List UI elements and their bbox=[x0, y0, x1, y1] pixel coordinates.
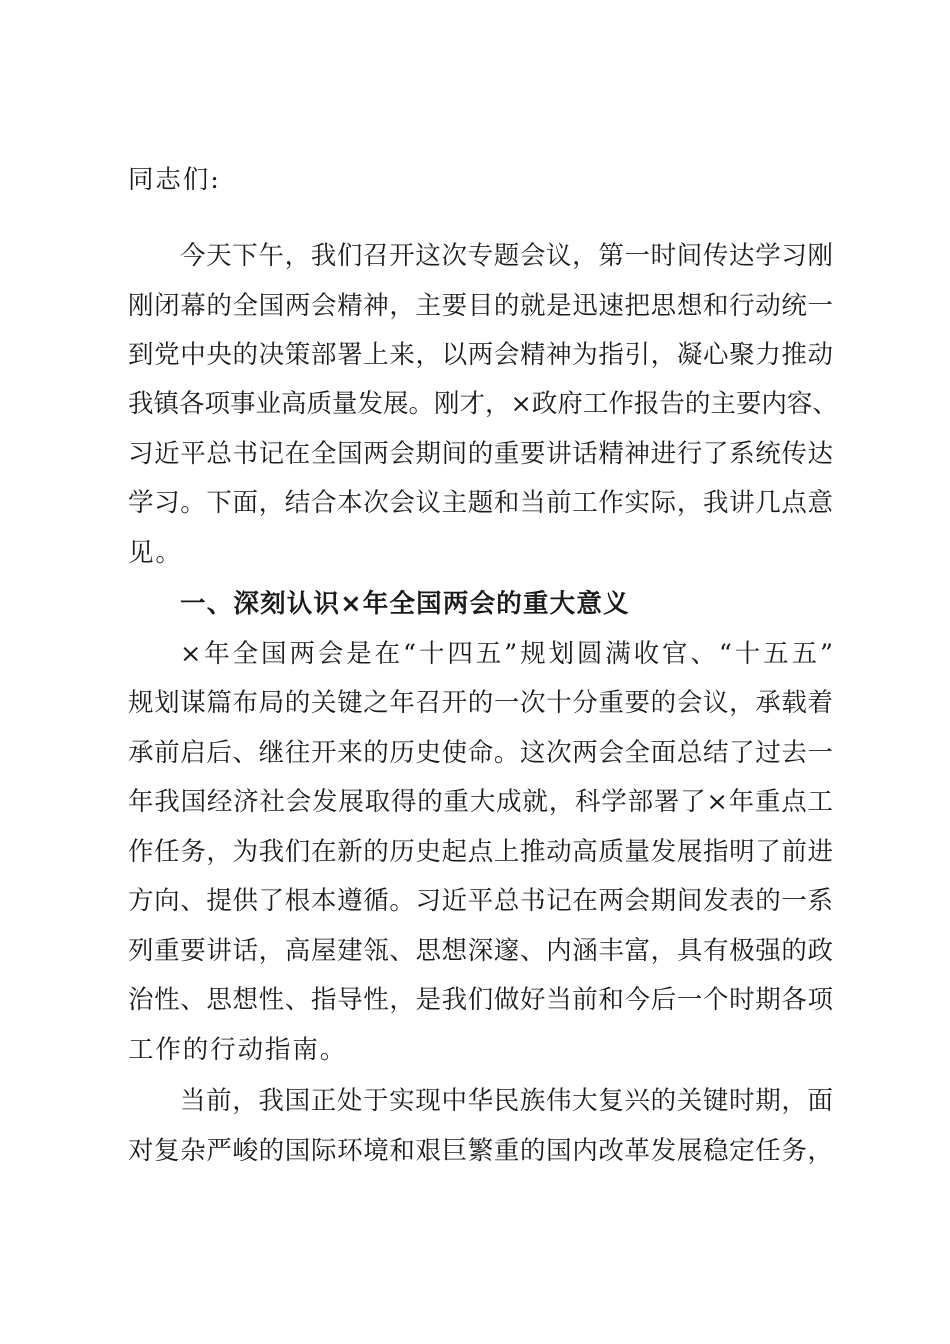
paragraph-line: 列重要讲话，高屋建瓴、思想深邃、内涵丰富，具有极强的政 bbox=[128, 936, 833, 966]
paragraph-line: 见。 bbox=[128, 538, 183, 568]
paragraph-line: 治性、思想性、指导性，是我们做好当前和今后一个时期各项 bbox=[128, 985, 833, 1015]
paragraph-line: 习近平总书记在全国两会期间的重要讲话精神进行了系统传达 bbox=[128, 439, 833, 469]
paragraph-line: 方向、提供了根本遵循。习近平总书记在两会期间发表的一系 bbox=[128, 886, 833, 916]
paragraph-line: 对复杂严峻的国际环境和艰巨繁重的国内改革发展稳定任务， bbox=[128, 1136, 833, 1166]
paragraph-line: 刚闭幕的全国两会精神，主要目的就是迅速把思想和行动统一 bbox=[128, 291, 833, 321]
salutation: 同志们: bbox=[128, 165, 221, 195]
paragraph-line: 到党中央的决策部署上来，以两会精神为指引，凝心聚力推动 bbox=[128, 340, 833, 370]
paragraph-line: 年我国经济社会发展取得的重大成就，科学部署了×年重点工 bbox=[128, 787, 833, 817]
paragraph-line: 规划谋篇布局的关键之年召开的一次十分重要的会议，承载着 bbox=[128, 688, 833, 718]
paragraph-line: 今天下午，我们召开这次专题会议，第一时间传达学习刚 bbox=[180, 241, 833, 271]
paragraph-line: 作任务，为我们在新的历史起点上推动高质量发展指明了前进 bbox=[128, 837, 833, 867]
paragraph-line: 承前启后、继往开来的历史使命。这次两会全面总结了过去一 bbox=[128, 738, 833, 768]
paragraph-line: 我镇各项事业高质量发展。刚才，×政府工作报告的主要内容、 bbox=[128, 389, 838, 419]
paragraph-line: 工作的行动指南。 bbox=[128, 1035, 348, 1065]
paragraph-line: 当前，我国正处于实现中华民族伟大复兴的关键时期，面 bbox=[180, 1086, 833, 1116]
paragraph-line: 学习。下面，结合本次会议主题和当前工作实际，我讲几点意 bbox=[128, 488, 833, 518]
paragraph-line: ×年全国两会是在“十四五”规划圆满收官、“十五五” bbox=[180, 639, 833, 669]
section-heading: 一、深刻认识×年全国两会的重大意义 bbox=[180, 589, 630, 619]
